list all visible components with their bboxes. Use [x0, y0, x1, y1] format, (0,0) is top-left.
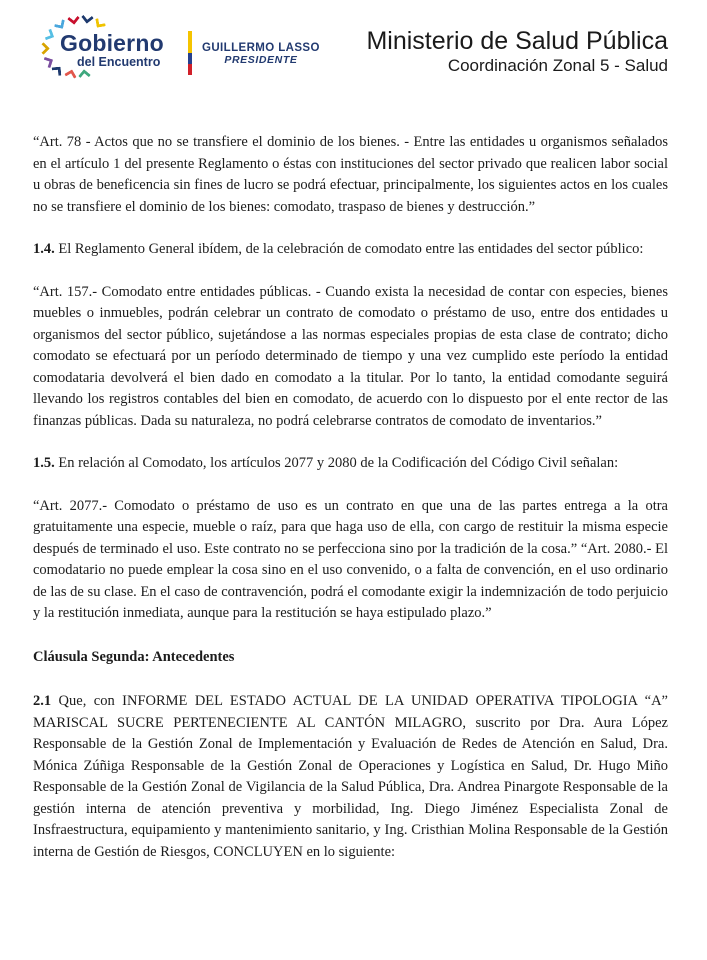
logo-arrow-icon — [95, 17, 105, 27]
section-number: 1.4. — [33, 241, 55, 257]
logo-subtitle: del Encuentro — [77, 55, 161, 69]
logo-arrow-icon — [67, 12, 80, 25]
page-header — [0, 0, 707, 118]
president-block — [202, 42, 320, 66]
logo-arrow-icon — [78, 69, 91, 82]
paragraph-text: Que, con INFORME DEL ESTADO ACTUAL DE LA UNIDAD OPERATIVA TIPOLOGIA “A” MARISCAL SUCRE PERTENECIENTE AL CANTÓN MILAGRO, suscrito por Dra. Aura López Responsable de la Gestión Zonal de Implementación y Evaluación de Redes de Atención en Salud, Dra. Mónica Zúñiga Responsable de la Gestión Zonal de Operaciones y Logística en Salud, Dr. Hugo Miño Responsable de la Gestión Zonal de Vigilancia de la Salud Pública, Dra. Andrea Pinargote Responsable de la gestión interna de atención preventiva y morbilidad, Ing. Diego Jiménez Especialista Zonal de Insfraestructura, equipamiento y mantenimiento sanitario, y Ing. Cristhian Molina Responsable de la Gestión interna de Gestión de Riesgos, CONCLUYEN en lo siguiente: — [33, 693, 668, 860]
ministry-block — [366, 27, 668, 77]
flag-yellow-segment — [188, 31, 192, 53]
paragraph-art-2077-2080: “Art. 2077.- Comodato o préstamo de uso es un contrato en que una de las partes entrega a la otra gratuitamente una especie, mueble o raíz, para que haga uso de ella, con cargo de restituir la misma especie después de terminado el uso. Este contrato no se perfecciona sino por la tradición de la cosa.” “Art. 2080.- El comodatario no puede emplear la cosa sino en el uso convenido, o a falta de convención, en el uso ordinario de las de su clase. En el caso de contravención, podrá el comodante exigir la indemnización de todo perjuicio y la restitución inmediata, aunque para la restitución se haya estipulado plazo.” — [33, 497, 668, 621]
ministry-name: Ministerio de Salud Pública — [366, 27, 668, 55]
paragraph-art-157: “Art. 157.- Comodato entre entidades públicas. - Cuando exista la necesidad de contar con especies, bienes muebles o inmuebles, podrán celebrar un contrato de comodato o préstamo de uso, entre dos entidades u organismos del sector público, sujetándose a las normas especiales propias de esta clase de contrato; dicho comodato se efectuará por un período determinado de tiempo y una vez cumplido este período la entidad comodataria devolverá el bien dado en comodato a la titular. Por lo tanto, la entidad comodante seguirá llevando los registros contables del bien en comodato, de acuerdo con lo dispuesto por el ente rector de las finanzas públicas. Dada su naturaleza, no podrá celebrarse contratos de comodato de inventarios.” — [33, 283, 668, 429]
logo-wordmark — [60, 30, 164, 69]
ecuador-flag-divider-icon — [188, 31, 192, 75]
clause-heading: Cláusula Segunda: Antecedentes — [33, 648, 235, 665]
flag-blue-segment — [188, 53, 192, 64]
logo-arrow-icon — [37, 42, 50, 55]
paragraph-text: El Reglamento General ibídem, de la celebración de comodato entre las entidades del sector público: — [54, 241, 644, 257]
logo-arrow-icon — [81, 11, 94, 24]
logo-title: Gobierno — [60, 30, 164, 56]
paragraph-text: En relación al Comodato, los artículos 2077 y 2080 de la Codificación del Código Civil señalan: — [54, 455, 619, 471]
president-name: GUILLERMO LASSO — [202, 42, 320, 54]
logo-arrow-icon — [54, 18, 65, 29]
paragraph-1-4 — [33, 239, 668, 261]
paragraph-2-1 — [33, 691, 668, 863]
paragraph-1-5 — [33, 453, 668, 475]
paragraph-art-78: “Art. 78 - Actos que no se transfiere el dominio de los bienes. - Entre las entidades u organismos señalados en el artículo 1 del presente Reglamento o éstas con instituciones del sector privado que realicen labor social u obras de beneficencia sin fines de lucro se podrá efectuar, principalmente, los siguientes actos en los cuales no se transfiere el dominio de los bienes: comodato, traspaso de bienes y destrucción.” — [33, 134, 668, 215]
section-number: 2.1 — [33, 693, 52, 709]
section-number: 1.5. — [33, 455, 55, 471]
logo-arrow-icon — [64, 69, 76, 81]
president-title: PRESIDENTE — [224, 54, 298, 66]
flag-red-segment — [188, 64, 192, 75]
ministry-department: Coordinación Zonal 5 - Salud — [447, 56, 668, 75]
logo-arrow-icon — [43, 29, 55, 41]
document-body — [33, 132, 668, 863]
